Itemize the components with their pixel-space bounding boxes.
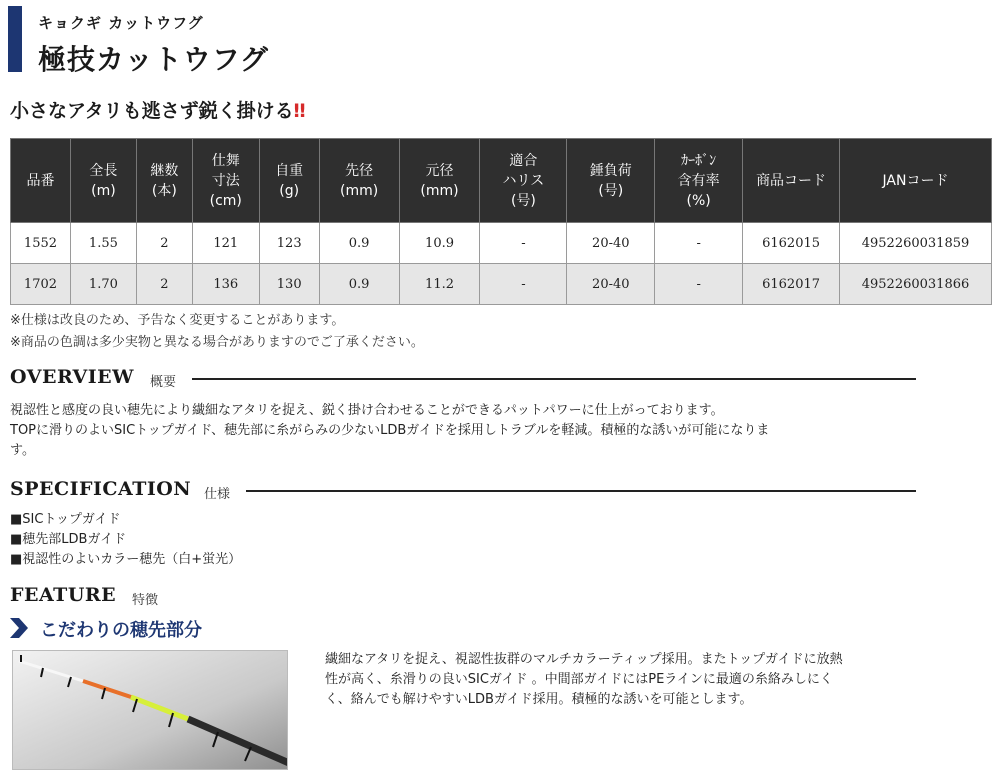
table-cell: 6162017 xyxy=(743,264,840,305)
header-line: JANコード xyxy=(882,172,949,189)
feature-line: 繊細なアタリを捉え、視認性抜群のマルチカラーティップ採用。またトップガイドに放熱 xyxy=(325,652,843,667)
specification-list xyxy=(10,510,241,570)
overview-line: TOPに滑りのよいSICトップガイド、穂先部に糸がらみの少ないLDBガイドを採用しトラブルを軽減。積極的な誘いが可能になりま xyxy=(10,423,770,438)
spec-table-header-cell xyxy=(480,139,567,223)
table-cell: 2 xyxy=(136,223,192,264)
catchphrase-text: 小さなアタリも逃さず鋭く掛ける xyxy=(10,100,294,122)
table-cell: - xyxy=(480,223,567,264)
table-cell: 0.9 xyxy=(319,264,399,305)
header-line: 継数 xyxy=(150,162,179,179)
overview-line: す。 xyxy=(10,443,35,458)
spec-table-header-cell xyxy=(399,139,480,223)
table-cell: 6162015 xyxy=(743,223,840,264)
overview-line: 視認性と感度の良い穂先により繊細なアタリを捉え、鋭く掛け合わせることができるパットパワーに仕上がっております。 xyxy=(10,403,724,418)
spec-item: ■穂先部LDBガイド xyxy=(10,532,127,547)
feature-title-text: こだわりの穂先部分 xyxy=(40,620,202,641)
overview-heading-en: OVERVIEW xyxy=(10,366,135,388)
table-cell: 10.9 xyxy=(399,223,480,264)
header-line: (m) xyxy=(91,182,116,199)
spec-table-header-cell xyxy=(567,139,655,223)
exclamation-icon: ‼ xyxy=(293,100,306,122)
header-line: 錘負荷 xyxy=(589,162,632,179)
chevron-right-icon xyxy=(10,618,28,638)
product-kana-title: キョクギ カットウフグ xyxy=(38,14,204,32)
specification-heading-en: SPECIFICATION xyxy=(10,478,192,500)
spec-table-header-row xyxy=(11,139,992,223)
header-line: 元径 xyxy=(425,162,454,179)
spec-table-header-cell xyxy=(70,139,136,223)
header-line: (本) xyxy=(151,182,177,199)
table-cell: 123 xyxy=(259,223,319,264)
header-line: 先径 xyxy=(345,162,374,179)
header-line: 全長 xyxy=(89,162,118,179)
header-line: ハリス xyxy=(502,172,545,189)
header-line: 含有率 xyxy=(677,172,720,189)
header-line: (mm) xyxy=(340,182,379,199)
header-line: 自重 xyxy=(275,162,304,179)
table-cell: 2 xyxy=(136,264,192,305)
spec-item: ■SICトップガイド xyxy=(10,512,121,527)
spec-table xyxy=(10,138,992,305)
rod-tip-photo xyxy=(12,650,288,770)
title-block xyxy=(8,6,508,76)
note-line: ※商品の色調は多少実物と異なる場合がありますのでご了承ください。 xyxy=(10,335,424,350)
specification-heading-jp: 仕様 xyxy=(204,487,231,502)
table-cell: 4952260031859 xyxy=(840,223,992,264)
table-cell: - xyxy=(655,223,743,264)
spec-table-header-cell xyxy=(259,139,319,223)
spec-table-header-cell xyxy=(192,139,259,223)
table-cell: 20-40 xyxy=(567,223,655,264)
feature-line: 性が高く、糸滑りの良いSICガイド 。中間部ガイドにはPEラインに最適の糸絡みしにく xyxy=(325,672,833,687)
feature-heading-en: FEATURE xyxy=(10,584,117,606)
header-line: 品番 xyxy=(26,172,55,189)
table-cell: 136 xyxy=(192,264,259,305)
header-line: 寸法 xyxy=(211,172,240,189)
table-cell: 1552 xyxy=(11,223,71,264)
spec-table-header-cell xyxy=(840,139,992,223)
overview-body xyxy=(10,401,769,461)
section-divider xyxy=(192,378,916,380)
header-line: (号) xyxy=(598,182,624,199)
disclaimer-notes xyxy=(10,310,424,354)
header-line: 適合 xyxy=(509,152,538,169)
spec-table-header-cell xyxy=(136,139,192,223)
table-cell: 121 xyxy=(192,223,259,264)
table-cell: 4952260031866 xyxy=(840,264,992,305)
feature-heading-jp: 特徴 xyxy=(132,593,159,608)
feature-description xyxy=(325,650,925,710)
header-line: 仕舞 xyxy=(211,152,240,169)
header-line: 商品コード xyxy=(756,172,827,189)
feature-heading xyxy=(10,584,916,610)
header-line: (cm) xyxy=(209,192,242,209)
overview-heading-jp: 概要 xyxy=(150,375,177,390)
spec-table-header-cell xyxy=(319,139,399,223)
overview-heading xyxy=(10,366,916,392)
table-cell: - xyxy=(655,264,743,305)
header-line: (g) xyxy=(279,182,300,199)
spec-table-header-cell xyxy=(743,139,840,223)
rod-tip-illustration xyxy=(13,651,288,770)
table-cell: 11.2 xyxy=(399,264,480,305)
note-line: ※仕様は改良のため、予告なく変更することがあります。 xyxy=(10,313,345,328)
section-divider xyxy=(246,490,916,492)
specification-heading xyxy=(10,478,916,504)
table-cell: - xyxy=(480,264,567,305)
catchphrase xyxy=(10,96,306,123)
table-cell: 20-40 xyxy=(567,264,655,305)
product-title: 極技カットウフグ xyxy=(38,43,269,76)
title-accent-bar xyxy=(8,6,22,72)
table-cell: 1.55 xyxy=(70,223,136,264)
table-cell: 1702 xyxy=(11,264,71,305)
spec-item: ■視認性のよいカラー穂先（白+蛍光） xyxy=(10,552,242,567)
table-row xyxy=(11,223,992,264)
header-line: (%) xyxy=(686,192,711,209)
header-line: ｶｰﾎﾞﾝ xyxy=(681,152,717,169)
table-cell: 130 xyxy=(259,264,319,305)
spec-table-header-cell xyxy=(655,139,743,223)
header-line: (号) xyxy=(510,192,536,209)
spec-table-header-cell xyxy=(11,139,71,223)
table-cell: 0.9 xyxy=(319,223,399,264)
feature-line: く、絡んでも解けやすいLDBガイド採用。積極的な誘いを可能とします。 xyxy=(325,692,753,707)
feature-title xyxy=(10,616,410,640)
table-cell: 1.70 xyxy=(70,264,136,305)
header-line: (mm) xyxy=(420,182,459,199)
table-row xyxy=(11,264,992,305)
